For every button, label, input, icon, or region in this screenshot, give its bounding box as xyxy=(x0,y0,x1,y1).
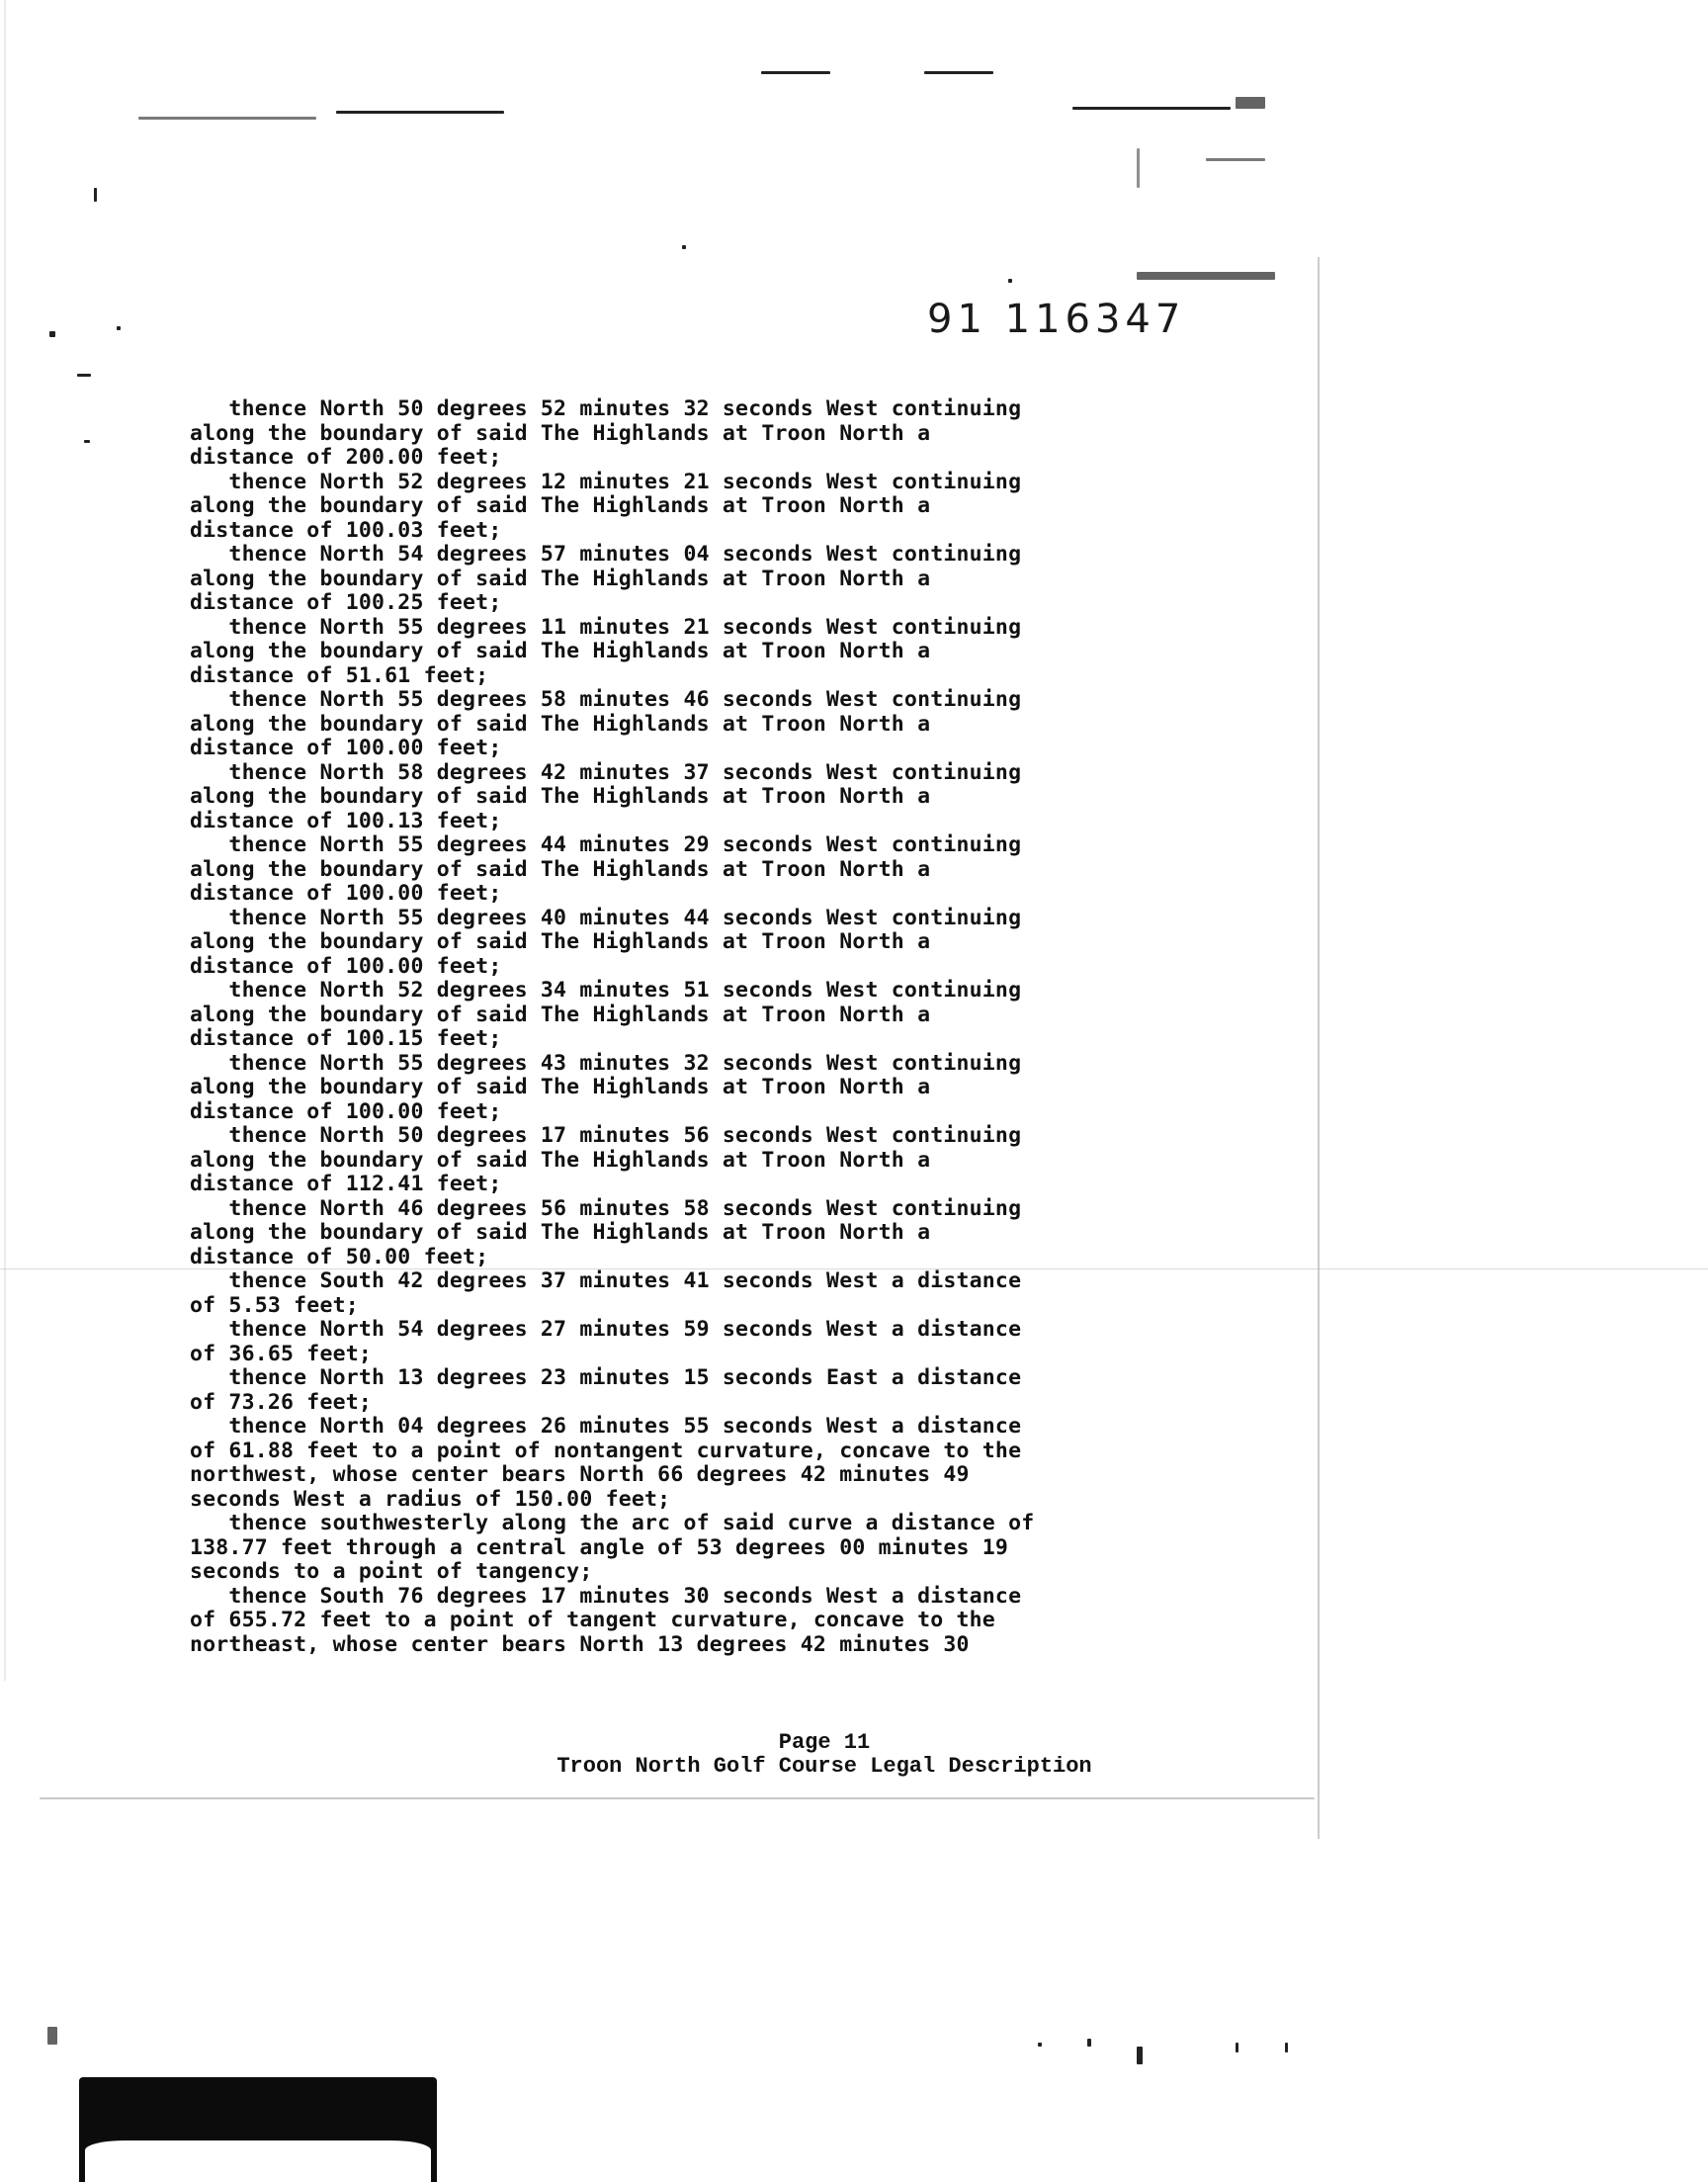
body-line: distance of 100.00 feet; xyxy=(190,1098,502,1124)
body-line: along the boundary of said The Highlands at Troon North a xyxy=(190,420,931,446)
page-edge-right xyxy=(1318,257,1320,1839)
body-line: distance of 50.00 feet; xyxy=(190,1244,489,1269)
page-number: Page 11 xyxy=(778,1730,871,1755)
body-line: thence South 76 degrees 17 minutes 30 seconds West a distance xyxy=(190,1583,1022,1609)
body-line: thence North 52 degrees 34 minutes 51 seconds West continuing xyxy=(190,978,1022,1003)
body-line: distance of 51.61 feet; xyxy=(190,662,489,688)
document-title: Troon North Golf Course Legal Description xyxy=(556,1754,1092,1779)
recording-number: 91 116347 xyxy=(927,297,1186,342)
body-line: of 73.26 feet; xyxy=(190,1389,373,1415)
body-line: along the boundary of said The Highlands at Troon North a xyxy=(190,856,931,882)
body-line: of 36.65 feet; xyxy=(190,1341,373,1366)
body-line: distance of 200.00 feet; xyxy=(190,445,502,470)
body-line: along the boundary of said The Highlands at Troon North a xyxy=(190,784,931,809)
body-line: northeast, whose center bears North 13 degrees 42 minutes 30 xyxy=(190,1631,970,1657)
body-line: distance of 100.25 feet; xyxy=(190,590,502,615)
body-line: of 61.88 feet to a point of nontangent curvature, concave to the xyxy=(190,1438,1022,1463)
body-line: thence North 54 degrees 57 minutes 04 seconds West continuing xyxy=(190,542,1022,567)
body-line: of 5.53 feet; xyxy=(190,1292,359,1318)
body-line: along the boundary of said The Highlands at Troon North a xyxy=(190,639,931,663)
body-line: thence North 54 degrees 27 minutes 59 seconds West a distance xyxy=(190,1317,1022,1342)
body-line: 138.77 feet through a central angle of 53 degrees 00 minutes 19 xyxy=(190,1534,1009,1560)
body-line: thence North 55 degrees 43 minutes 32 seconds West continuing xyxy=(190,1050,1022,1076)
body-line: along the boundary of said The Highlands at Troon North a xyxy=(190,566,931,591)
body-line: distance of 100.00 feet; xyxy=(190,953,502,979)
body-line: thence North 55 degrees 11 minutes 21 seconds West continuing xyxy=(190,614,1022,640)
body-line: distance of 100.00 feet; xyxy=(190,881,502,906)
body-line: distance of 100.00 feet; xyxy=(190,736,502,760)
body-line: along the boundary of said The Highlands at Troon North a xyxy=(190,929,931,954)
body-line: along the boundary of said The Highlands at Troon North a xyxy=(190,711,931,737)
redaction-block xyxy=(79,2077,437,2182)
page-edge-left xyxy=(4,0,6,1681)
body-line: of 655.72 feet to a point of tangent curvature, concave to the xyxy=(190,1608,995,1632)
body-line: thence North 52 degrees 12 minutes 21 seconds West continuing xyxy=(190,469,1022,494)
body-line: thence North 46 degrees 56 minutes 58 seconds West continuing xyxy=(190,1195,1022,1221)
body-line: thence North 50 degrees 17 minutes 56 seconds West continuing xyxy=(190,1123,1022,1148)
legal-description-body xyxy=(190,397,1257,1657)
body-line: distance of 112.41 feet; xyxy=(190,1172,502,1196)
body-line: thence North 58 degrees 42 minutes 37 seconds West continuing xyxy=(190,759,1022,785)
body-line: along the boundary of said The Highlands at Troon North a xyxy=(190,1220,931,1245)
body-line: thence North 50 degrees 52 minutes 32 seconds West continuing xyxy=(190,396,1022,421)
body-line: distance of 100.13 feet; xyxy=(190,808,502,833)
body-line: along the boundary of said The Highlands at Troon North a xyxy=(190,1075,931,1099)
body-line: seconds West a radius of 150.00 feet; xyxy=(190,1486,671,1512)
body-line: northwest, whose center bears North 66 degrees 42 minutes 49 xyxy=(190,1462,970,1487)
body-line: along the boundary of said The Highlands at Troon North a xyxy=(190,1002,931,1027)
body-line: along the boundary of said The Highlands at Troon North a xyxy=(190,1147,931,1173)
body-line: along the boundary of said The Highlands at Troon North a xyxy=(190,493,931,518)
body-line: thence North 13 degrees 23 minutes 15 seconds East a distance xyxy=(190,1365,1022,1390)
fold-line xyxy=(0,1268,1708,1269)
body-line: seconds to a point of tangency; xyxy=(190,1559,593,1584)
body-line: thence North 55 degrees 44 minutes 29 seconds West continuing xyxy=(190,832,1022,857)
body-line: thence southwesterly along the arc of said curve a distance of xyxy=(190,1511,1035,1535)
body-line: distance of 100.03 feet; xyxy=(190,517,502,543)
body-line: distance of 100.15 feet; xyxy=(190,1026,502,1051)
body-line: thence North 55 degrees 58 minutes 46 seconds West continuing xyxy=(190,687,1022,712)
body-line: thence North 04 degrees 26 minutes 55 seconds West a distance xyxy=(190,1414,1022,1439)
body-line: thence South 42 degrees 37 minutes 41 seconds West a distance xyxy=(190,1268,1022,1293)
body-line: thence North 55 degrees 40 minutes 44 seconds West continuing xyxy=(190,905,1022,930)
